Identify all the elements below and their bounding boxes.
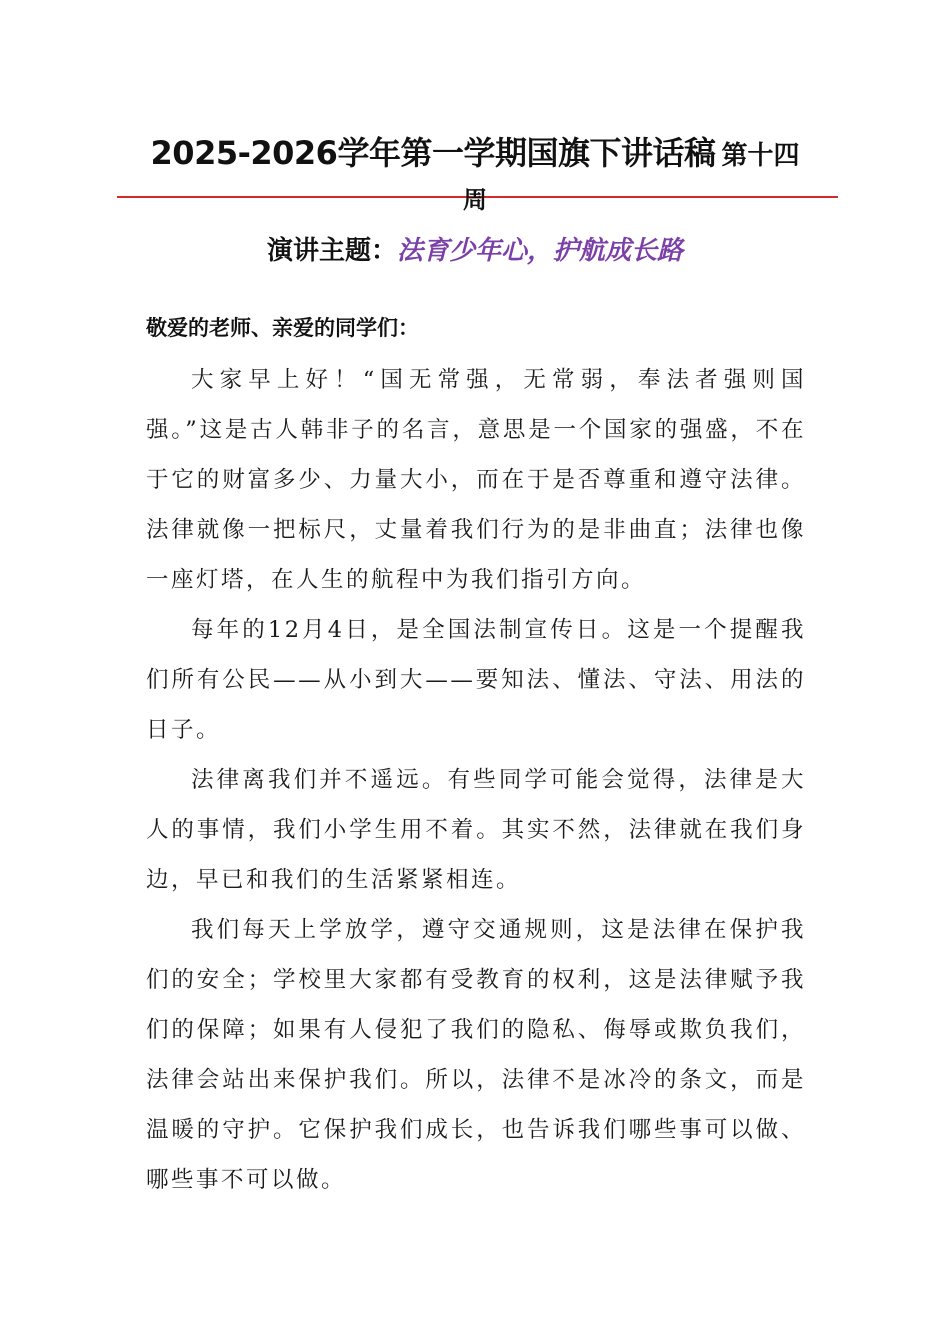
greeting: 敬爱的老师、亲爱的同学们： [146, 316, 419, 340]
paragraph: 每年的12月4日，是全国法制宣传日。这是一个提醒我们所有公民——从小到大——要知法、懂法、守法、用法的日子。 [146, 617, 806, 743]
paragraph: 我们每天上学放学，遵守交通规则，这是法律在保护我们的安全；学校里大家都有受教育的权利，这是法律赋予我们的保障；如果有人侵犯了我们的隐私、侮辱或欺负我们，法律会站出来保护我们。所以，法律不是冰冷的条文，而是温暖的守护。它保护我们成长，也告诉我们哪些事可以做、哪些事不可以做。 [146, 917, 806, 1193]
speech-theme-label: 演讲主题： [266, 236, 397, 266]
title-wrap-line: 周 [463, 186, 487, 214]
speech-theme-text: 法育少年心，护航成长路 [397, 236, 684, 266]
paragraph: 法律离我们并不遥远。有些同学可能会觉得，法律是大人的事情，我们小学生用不着。其实不然，法律就在我们身边，早已和我们的生活紧紧相连。 [146, 767, 806, 893]
speech-body [146, 355, 806, 1205]
title-main: 2025-2026学年第一学期国旗下讲话稿 [150, 134, 716, 172]
paragraph: 大家早上好！“国无常强，无常弱，奉法者强则国强。”这是古人韩非子的名言，意思是一个国家的强盛，不在于它的财富多少、力量大小，而在于是否尊重和遵守法律。法律就像一把标尺，丈量着我们行为的是非曲直；法律也像一座灯塔，在人生的航程中为我们指引方向。 [146, 367, 806, 593]
document-title [0, 128, 950, 174]
title-suffix: 第十四 [721, 141, 800, 171]
speech-theme [0, 230, 950, 267]
